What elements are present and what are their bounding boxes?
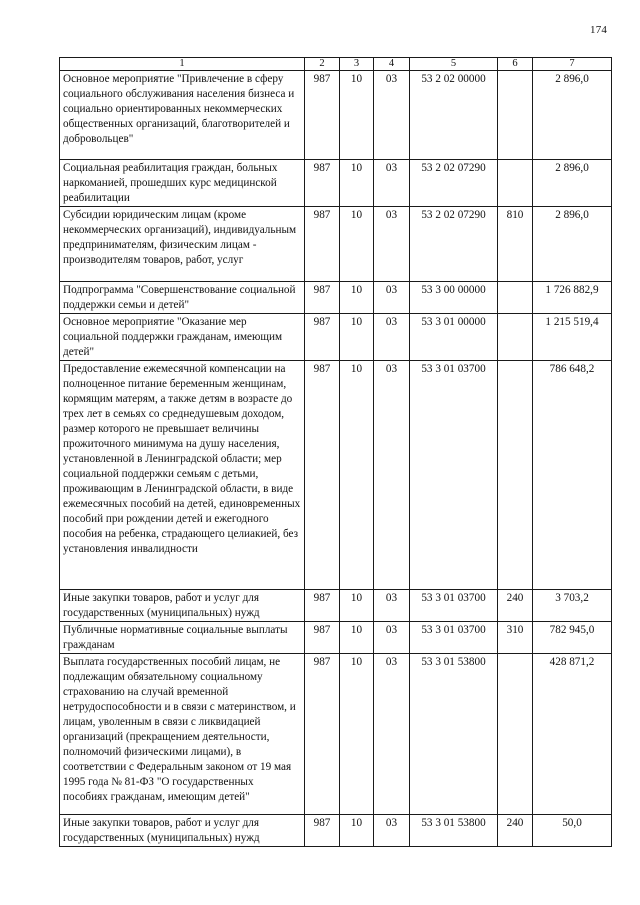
row-amount: 428 871,2	[533, 654, 612, 815]
row-section-code: 10	[340, 71, 374, 160]
row-subsection-code: 03	[374, 282, 410, 314]
row-expense-type: 810	[498, 207, 533, 282]
row-ministry-code: 987	[305, 622, 340, 654]
table-row	[60, 361, 612, 590]
row-amount: 786 648,2	[533, 361, 612, 590]
table-row	[60, 590, 612, 622]
row-ministry-code: 987	[305, 361, 340, 590]
row-ministry-code: 987	[305, 314, 340, 361]
row-name: Иные закупки товаров, работ и услуг для государственных (муниципальных) нужд	[60, 590, 305, 622]
row-name: Основное мероприятие "Оказание мер социальной поддержки гражданам, имеющим детей"	[60, 314, 305, 361]
row-expense-type: 240	[498, 815, 533, 847]
row-name: Основное мероприятие "Привлечение в сферу социального обслуживания населения бизнеса и социально ориентированных некоммерческих общественных организаций, благотворителей и добровольцев"	[60, 71, 305, 160]
row-expense-type	[498, 654, 533, 815]
row-subsection-code: 03	[374, 815, 410, 847]
row-name: Подпрограмма "Совершенствование социальной поддержки семьи и детей"	[60, 282, 305, 314]
row-expense-type	[498, 314, 533, 361]
row-amount: 1 215 519,4	[533, 314, 612, 361]
row-target-code: 53 3 01 00000	[410, 314, 498, 361]
header-col-3: 3	[340, 58, 374, 71]
row-subsection-code: 03	[374, 314, 410, 361]
row-expense-type	[498, 71, 533, 160]
row-section-code: 10	[340, 654, 374, 815]
row-name: Выплата государственных пособий лицам, не подлежащим обязательному социальному страхованию на случай временной нетрудоспособности и в связи с материнством, и лицам, уволенным в связи с ликвидацией организаций (прекращением деятельности, полномочий физическими лицами), в соответствии с Федеральным законом от 19 мая 1995 года № 81-ФЗ "О государственных пособиях гражданам, имеющим детей"	[60, 654, 305, 815]
table-row	[60, 71, 612, 160]
row-section-code: 10	[340, 361, 374, 590]
row-ministry-code: 987	[305, 71, 340, 160]
row-amount: 2 896,0	[533, 71, 612, 160]
row-ministry-code: 987	[305, 282, 340, 314]
row-target-code: 53 2 02 07290	[410, 207, 498, 282]
header-col-4: 4	[374, 58, 410, 71]
row-subsection-code: 03	[374, 207, 410, 282]
row-section-code: 10	[340, 314, 374, 361]
budget-table	[59, 57, 612, 847]
header-col-7: 7	[533, 58, 612, 71]
row-section-code: 10	[340, 207, 374, 282]
table-header-row	[60, 58, 612, 71]
row-section-code: 10	[340, 282, 374, 314]
header-col-1: 1	[60, 58, 305, 71]
header-col-5: 5	[410, 58, 498, 71]
header-col-6: 6	[498, 58, 533, 71]
row-section-code: 10	[340, 590, 374, 622]
row-ministry-code: 987	[305, 160, 340, 207]
row-subsection-code: 03	[374, 71, 410, 160]
header-col-2: 2	[305, 58, 340, 71]
row-target-code: 53 3 00 00000	[410, 282, 498, 314]
row-subsection-code: 03	[374, 160, 410, 207]
row-amount: 50,0	[533, 815, 612, 847]
row-amount: 1 726 882,9	[533, 282, 612, 314]
row-expense-type	[498, 160, 533, 207]
row-subsection-code: 03	[374, 654, 410, 815]
table-row	[60, 815, 612, 847]
row-ministry-code: 987	[305, 654, 340, 815]
row-section-code: 10	[340, 622, 374, 654]
row-section-code: 10	[340, 815, 374, 847]
row-amount: 2 896,0	[533, 160, 612, 207]
row-name: Публичные нормативные социальные выплаты гражданам	[60, 622, 305, 654]
row-expense-type	[498, 361, 533, 590]
table-row	[60, 622, 612, 654]
row-subsection-code: 03	[374, 622, 410, 654]
row-target-code: 53 3 01 53800	[410, 815, 498, 847]
row-expense-type: 310	[498, 622, 533, 654]
row-target-code: 53 3 01 53800	[410, 654, 498, 815]
row-name: Социальная реабилитация граждан, больных наркоманией, прошедших курс медицинской реабилитации	[60, 160, 305, 207]
row-amount: 3 703,2	[533, 590, 612, 622]
row-expense-type: 240	[498, 590, 533, 622]
row-section-code: 10	[340, 160, 374, 207]
row-name: Предоставление ежемесячной компенсации на полноценное питание беременным женщинам, кормящим матерям, а также детям в возрасте до трех лет в семьях со среднедушевым доходом, размер которого не превышает величины прожиточного минимума на душу населения, установленной в Ленинградской области; мер социальной поддержки семьям с детьми, проживающим в Ленинградской области, в виде ежемесячных пособий на детей, единовременных пособий при рождении детей и ежегодного пособия на ребенка, страдающего целиакией, без установления инвалидности	[60, 361, 305, 590]
table-row	[60, 160, 612, 207]
table-row	[60, 207, 612, 282]
row-expense-type	[498, 282, 533, 314]
row-subsection-code: 03	[374, 361, 410, 590]
row-target-code: 53 2 02 00000	[410, 71, 498, 160]
row-ministry-code: 987	[305, 815, 340, 847]
row-target-code: 53 2 02 07290	[410, 160, 498, 207]
page-number: 174	[590, 24, 608, 36]
row-name: Субсидии юридическим лицам (кроме некоммерческих организаций), индивидуальным предпринимателям, физическим лицам - производителям товаров, работ, услуг	[60, 207, 305, 282]
row-target-code: 53 3 01 03700	[410, 590, 498, 622]
row-amount: 2 896,0	[533, 207, 612, 282]
row-amount: 782 945,0	[533, 622, 612, 654]
row-ministry-code: 987	[305, 590, 340, 622]
row-subsection-code: 03	[374, 590, 410, 622]
table-row	[60, 314, 612, 361]
row-ministry-code: 987	[305, 207, 340, 282]
table-row	[60, 282, 612, 314]
row-target-code: 53 3 01 03700	[410, 361, 498, 590]
row-name: Иные закупки товаров, работ и услуг для государственных (муниципальных) нужд	[60, 815, 305, 847]
table-row	[60, 654, 612, 815]
row-target-code: 53 3 01 03700	[410, 622, 498, 654]
